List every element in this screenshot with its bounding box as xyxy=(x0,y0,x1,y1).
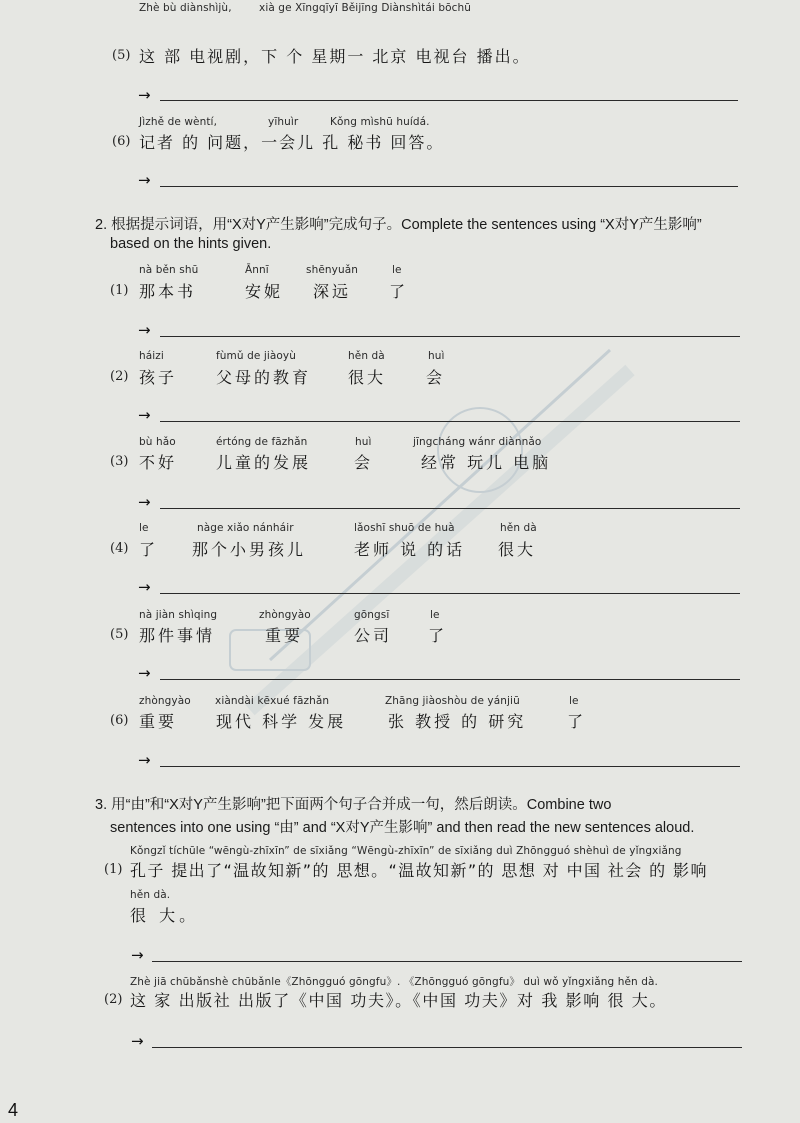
hint-pinyin: le xyxy=(569,695,579,707)
exercise2-heading: 2. 根据提示词语，用“X对Y产生影响”完成句子。Complete the sentences using “X对Y产生影响” xyxy=(95,217,702,233)
arrow-icon: → xyxy=(131,1032,144,1050)
exercise3-heading: 3. 用“由”和“X对Y产生影响”把下面两个句子合并成一句，然后朗读。Combine two xyxy=(95,797,612,813)
hint-word: 父母的教育 xyxy=(216,368,312,387)
arrow-icon: → xyxy=(138,406,151,424)
pinyin-s1-5b: xià ge Xīngqīyī Běijīng Diànshìtái bōchū xyxy=(259,2,472,14)
hint-word: 张 教授 的 研究 xyxy=(388,712,527,731)
hint-word: 不好 xyxy=(139,453,178,472)
arrow-icon: → xyxy=(138,321,151,339)
hint-word: 很大 xyxy=(348,368,387,387)
hint-pinyin: huì xyxy=(355,436,372,448)
hint-pinyin: hěn dà xyxy=(348,350,385,362)
pinyin-s1-6b: yīhuìr xyxy=(268,116,299,128)
sentence-text: 这 家 出版社 出版了《中国 功夫》。《中国 功夫》对 我 影响 很 大。 xyxy=(130,991,667,1010)
hint-word: 会 xyxy=(426,368,446,387)
pinyin-s1-5a: Zhè bù diànshìjù, xyxy=(139,2,232,14)
sentence-pinyin: Kǒngzǐ tíchūle “wēngù-zhīxīn” de sīxiǎng “Wēngù-zhīxīn” de sīxiǎng duì Zhōngguó shèhuì de yǐngxiǎng xyxy=(130,845,682,857)
hint-pinyin: fùmǔ de jiàoyù xyxy=(216,350,296,362)
hint-word: 了 xyxy=(139,540,159,559)
hint-word: 重要 xyxy=(139,712,178,731)
hint-word: 老师 说 的话 xyxy=(354,540,466,559)
page-number: 4 xyxy=(8,1100,19,1120)
arrow-icon: → xyxy=(131,946,144,964)
hint-pinyin: zhòngyào xyxy=(139,695,191,707)
hint-word: 深远 xyxy=(313,282,352,301)
sentence-pinyin: hěn dà. xyxy=(130,889,171,901)
hint-word: 安妮 xyxy=(245,282,284,301)
answer-line[interactable] xyxy=(160,421,740,422)
hint-word: 儿童的发展 xyxy=(216,453,312,472)
item-number: (2) xyxy=(104,992,123,1007)
hint-word: 孩子 xyxy=(139,368,178,387)
arrow-icon: → xyxy=(138,86,151,104)
item-number: (5) xyxy=(112,48,131,63)
answer-line[interactable] xyxy=(160,766,740,767)
hint-word: 了 xyxy=(389,282,409,301)
sentence-pinyin: Zhè jiā chūbǎnshè chūbǎnle《Zhōngguó gōngfu》. 《Zhōngguó gōngfu》 duì wǒ yǐngxiǎng hěn dà. xyxy=(130,976,658,988)
hint-pinyin: értóng de fāzhǎn xyxy=(216,436,308,448)
hint-word: 公司 xyxy=(354,626,393,645)
answer-line[interactable] xyxy=(152,961,742,962)
answer-line[interactable] xyxy=(160,593,740,594)
hint-pinyin: Zhāng jiàoshòu de yánjiū xyxy=(385,695,520,707)
pinyin-s1-6c: Kǒng mìshū huídá. xyxy=(330,116,430,128)
arrow-icon: → xyxy=(138,493,151,511)
sentence-text: 很 大。 xyxy=(130,906,200,925)
hint-pinyin: zhòngyào xyxy=(259,609,311,621)
sentence-text: 孔子 提出了“温故知新”的 思想。“温故知新”的 思想 对 中国 社会 的 影响 xyxy=(130,861,708,880)
hint-pinyin: le xyxy=(139,522,149,534)
item-number: (6) xyxy=(110,713,129,728)
hint-word: 了 xyxy=(567,712,587,731)
hint-word: 现代 科学 发展 xyxy=(216,712,347,731)
answer-line[interactable] xyxy=(160,679,740,680)
hint-pinyin: hěn dà xyxy=(500,522,537,534)
arrow-icon: → xyxy=(138,751,151,769)
item-number: (1) xyxy=(104,862,123,877)
answer-line[interactable] xyxy=(160,336,740,337)
item-number: (3) xyxy=(110,454,129,469)
sentence-s1-6: 记者 的 问题，一会儿 孔 秘书 回答。 xyxy=(139,133,445,152)
item-number: (5) xyxy=(110,627,129,642)
exercise2-heading-cont: based on the hints given. xyxy=(110,236,272,252)
hint-pinyin: gōngsī xyxy=(354,609,390,621)
hint-word: 那本书 xyxy=(139,282,197,301)
answer-line[interactable] xyxy=(160,508,740,509)
hint-pinyin: bù hǎo xyxy=(139,436,176,448)
hint-word: 那个小男孩儿 xyxy=(192,540,307,559)
hint-word: 重要 xyxy=(265,626,304,645)
hint-word: 经常 玩儿 电脑 xyxy=(421,453,552,472)
hint-word: 很大 xyxy=(498,540,537,559)
item-number: (1) xyxy=(110,283,129,298)
hint-word: 那件事情 xyxy=(139,626,216,645)
exercise3-heading-cont: sentences into one using “由” and “X对Y产生影响” and then read the new sentences aloud. xyxy=(110,820,695,836)
hint-pinyin: le xyxy=(430,609,440,621)
hint-pinyin: shēnyuǎn xyxy=(306,264,358,276)
hint-pinyin: huì xyxy=(428,350,445,362)
hint-pinyin: nà běn shū xyxy=(139,264,199,276)
pinyin-s1-6a: Jìzhě de wèntí, xyxy=(139,116,218,128)
item-number: (6) xyxy=(112,134,131,149)
answer-line[interactable] xyxy=(160,186,738,187)
hint-word: 会 xyxy=(354,453,374,472)
hint-word: 了 xyxy=(428,626,448,645)
hint-pinyin: háizi xyxy=(139,350,164,362)
hint-pinyin: nà jiàn shìqing xyxy=(139,609,218,621)
hint-pinyin: Ānnī xyxy=(245,264,269,276)
arrow-icon: → xyxy=(138,664,151,682)
answer-line[interactable] xyxy=(152,1047,742,1048)
item-number: (4) xyxy=(110,541,129,556)
arrow-icon: → xyxy=(138,578,151,596)
hint-pinyin: nàge xiǎo nánháir xyxy=(197,522,294,534)
answer-line[interactable] xyxy=(160,100,738,101)
hint-pinyin: lǎoshī shuō de huà xyxy=(354,522,455,534)
arrow-icon: → xyxy=(138,171,151,189)
hint-pinyin: xiàndài kēxué fāzhǎn xyxy=(215,695,330,707)
hint-pinyin: le xyxy=(392,264,402,276)
item-number: (2) xyxy=(110,369,129,384)
sentence-s1-5: 这 部 电视剧，下 个 星期一 北京 电视台 播出。 xyxy=(139,47,531,66)
hint-pinyin: jīngcháng wánr diànnǎo xyxy=(413,436,542,448)
